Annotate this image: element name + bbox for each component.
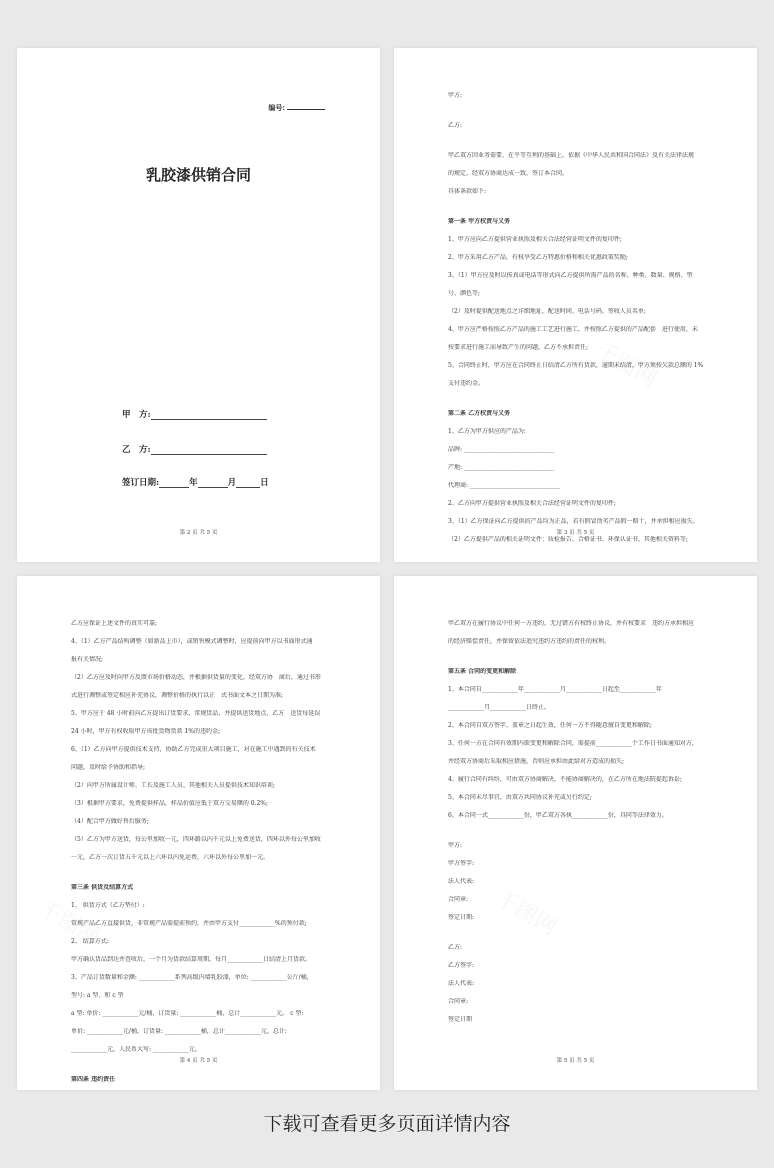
contract-line: 法人代表: [448, 878, 475, 885]
contract-line: 2、 结算方式: [71, 938, 109, 945]
contract-title: 乳胶漆供销合同 [145, 166, 251, 184]
page-footer: 第 5 页 共 5 页 [556, 1058, 595, 1064]
article-heading: 第二条 乙方权责与义务 [448, 410, 511, 417]
contract-line: 4、甲方应严格按照乙方产品的施工工艺进行施工，并按照乙方提供的产品配套 进行使用，未 [448, 326, 698, 333]
contract-page-cover [17, 48, 380, 562]
contract-line: 乙方签字: [448, 962, 475, 969]
contract-line: ____________月____________日终止。 [448, 704, 551, 711]
contract-line: 法人代表: [448, 980, 475, 987]
contract-line: 的规定，经双方协商达成一致，签订本合同。 [448, 170, 569, 177]
contract-line: 1、 供货方式（乙方垫付）: [71, 902, 145, 909]
contract-line: 5、甲方应于 48 小时前向乙方提出订货要求，常规货品，并提供送货地点，乙方 送货每延误 [71, 710, 321, 717]
contract-line: 并经双方协商后采取相应措施，否则应承担由此给对方造成的损失; [448, 758, 625, 765]
contract-line: 甲乙双方因业务需要，在平等互利的基础上，依据《中华人民共和国合同法》及有关法律法规 [448, 152, 695, 159]
contract-line: 签定日期: [448, 914, 475, 921]
contract-line: 3、任何一方在合同有效期内欲变更和解除合同，需提前____________个工作日书面通知对方， [448, 740, 698, 747]
contract-line: 具体条款如下: [448, 188, 487, 195]
contract-line: （5）乙方为甲方送货，每公里加收一元，四环路以内千元以上免费送货，四环以外每公里加收 [71, 836, 321, 843]
contract-line: 合同章: [448, 896, 469, 903]
article-heading: 第五条 合同的变更和解除 [448, 668, 517, 675]
page-4-text [448, 620, 717, 1034]
contract-line: 代理商: ______________________________ [448, 482, 560, 489]
contract-line: 1、乙方为甲方供应的产品为: [448, 428, 526, 435]
contract-line: 常规产品乙方直接供货，非常规产品需提前预约，并由甲方支付____________%的预付款; [71, 920, 307, 927]
contract-line: 5、本合同未尽事宜，由双方共同协议补充或另行约定; [448, 794, 592, 801]
contract-line: 2、乙方向甲方提供营业执照及相关合法经营证明文件的复印件; [448, 500, 616, 507]
article-heading: 第四条 违约责任 [71, 1076, 116, 1083]
contract-line: 甲方: [448, 842, 463, 849]
contract-number: 编号: [268, 102, 325, 113]
page-footer: 第 3 页 共 5 页 [556, 530, 595, 536]
contract-line: 号、颜色等; [448, 290, 481, 297]
sign-date-line: 签订日期: 年 月 日 [122, 478, 269, 488]
contract-line: 5、合同终止时，甲方应在合同终止日结清乙方所有货款，逾期未结清，甲方须按欠款总额的 1% [448, 362, 704, 369]
contract-line: 2、甲方采用乙方产品，有权享受乙方特惠价格和相关优惠政策奖励; [448, 254, 628, 261]
contract-page-2 [394, 48, 757, 562]
contract-line: （2）乙方应及时向甲方反馈市场价格动态，并根据供货量的变化，经双方协 商后，通过书形 [71, 674, 321, 681]
contract-page-3 [17, 576, 380, 1090]
contract-line: 2、本合同自双方签字、盖章之日起生效，任何一方不得随意擅自变更和解除; [448, 722, 652, 729]
contract-line: 甲方确认货品到达并查收后，一个月为货款结算周期，每月____________日结清上月货款。 [71, 956, 312, 963]
contract-line: 的经济赔偿责任，并保留依法追究违约方违约的责任的权利。 [448, 638, 611, 645]
contract-line: 6、（1）乙方向甲方提供技术支持，协助乙方完成重大项目施工，对在施工中遇到的有关技术 [71, 746, 316, 753]
contract-line: 支付违约金。 [448, 380, 485, 387]
contract-line: （3）根据甲方要求，免费提供样品，样品价值应低于双方交易额的 0.2%; [71, 800, 268, 807]
contract-line: 1、本合同自____________年____________月____________日起至____________年 [448, 686, 662, 693]
contract-line: 甲乙双方在履行协议中任何一方违约，无过错方有权终止协议，并有权要求 违约方承担相应 [448, 620, 695, 627]
contract-line: 单价: ____________元/桶，订货量: ____________桶，总计____________元，总计: [71, 1028, 287, 1035]
contract-line: a 型: 单价: ____________元/桶，订货量: ____________桶，总计____________元。 c 型: [71, 1010, 304, 1017]
article-heading: 第一条 甲方权责与义务 [448, 218, 511, 225]
contract-line: 问题，及时给予协助和指导; [71, 764, 146, 771]
contract-line: 型号: a 型、和 c 型 [71, 992, 124, 999]
contract-line: 1、甲方应向乙方提供营业执照及相关合法经营证明文件的复印件; [448, 236, 622, 243]
contract-line: 3、（1）乙方保证向乙方提供的产品均为正品，若有假冒伪劣产品假一赔十，并承担相应损失。 [448, 518, 699, 525]
contract-line: 甲方签字: [448, 860, 475, 867]
contract-line: ____________元，人民币大写: ____________元。 [71, 1046, 201, 1053]
contract-line: （2）及时提供配送地点之详细地址、配送时间、电话号码、签收人员名单; [448, 308, 646, 315]
contract-line: 24 小时，甲方有权收取甲方该批货物货款 1%的违约金; [71, 728, 220, 735]
page-footer: 第 2 页 共 5 页 [179, 530, 218, 536]
contract-line: （2）向甲方所属设计师、工长及施工人员、其他相关人员提供技术知识培训; [71, 782, 275, 789]
contract-page-4 [394, 576, 757, 1090]
contract-line: （2）乙方提供产品的相关证明文件：质检报告、合格证书、环保认证书、其他相关资料等; [448, 536, 688, 543]
page-footer: 第 4 页 共 5 页 [179, 1058, 218, 1064]
contract-line: 一元，乙方一次订货五千元以上六环以内免运费，六环以外每公里加一元。 [71, 854, 270, 861]
article-heading: 第三条 供货及结算方式 [71, 884, 134, 891]
contract-line: 甲方: [448, 92, 463, 99]
contract-line: 3、（1）甲方应及时以传真或电话等形式向乙方提供所需产品的名称、种类、数量、规格、型 [448, 272, 693, 279]
contract-line: 4、履行合同有纠纷，可由双方协商解决，不能协商解决的，在乙方所在地法院提起诉讼; [448, 776, 682, 783]
party-b-line: 乙 方: [122, 443, 267, 455]
contract-line: 报有关情况; [71, 656, 104, 663]
contract-line: 签定日期 [448, 1016, 473, 1023]
contract-line: 3、产品订货数量和金额: ____________系列高级内墙乳胶漆，单位: ____________公斤/桶， [71, 974, 313, 981]
contract-line: 合同章: [448, 998, 469, 1005]
contract-line: 产地: ______________________________ [448, 464, 554, 471]
contract-line: 式进行调整或签定相应补充协议，调整价格的执行以正 式书面文本之日期为准; [71, 692, 284, 699]
page-2-text [448, 92, 717, 554]
page-3-text [71, 620, 340, 1090]
contract-line: 4、（1）乙方产品结构调整（如新品上市），或销售模式调整时，应提前向甲方以书面形式通 [71, 638, 313, 645]
party-a-line: 甲 方: [122, 408, 267, 420]
contract-line: 乙方: [448, 122, 463, 129]
contract-line: 乙方应保证上述文件的真实可靠; [71, 620, 158, 627]
contract-line: （4）配合甲方做好售后服务; [71, 818, 149, 825]
contract-line: 乙方: [448, 944, 463, 951]
download-caption: 下载可查看更多页面详情内容 [263, 1113, 511, 1135]
contract-line: 6、本合同一式____________份，甲乙双方各执____________份，具同等法律效力。 [448, 812, 668, 819]
contract-line: 按要求进行施工而导致产生的问题，乙方不承担责任; [448, 344, 589, 351]
contract-line: 品牌: ______________________________ [448, 446, 554, 453]
